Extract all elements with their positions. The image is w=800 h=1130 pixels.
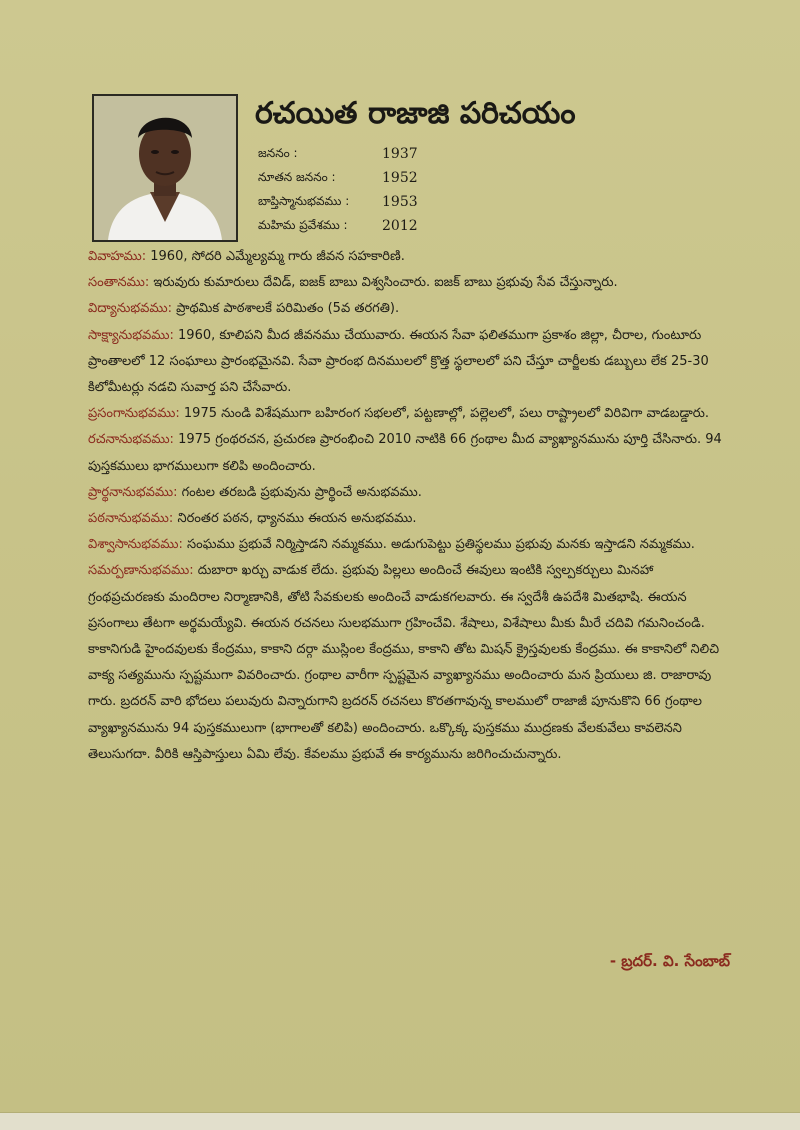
paragraph-label: పఠనానుభవము: bbox=[88, 511, 174, 527]
paragraph-label: ప్రార్థనానుభవము: bbox=[88, 484, 178, 500]
paragraph-children bbox=[88, 270, 733, 296]
fact-label: మహిమ ప్రవేశము : bbox=[258, 217, 348, 232]
paragraph-label: విద్యానుభవము: bbox=[88, 301, 172, 317]
paragraph-label: విశ్వాసానుభవము: bbox=[88, 537, 183, 553]
paragraph-text: దుబారా ఖర్చు వాడుక లేదు. ప్రభువు పిల్లలు అందించే ఈవులు ఇంటికి స్వల్పకర్చులు మినహా గ్రంథప్రచురణకు మందిరాల నిర్మాణానికి, తోటి సేవకులకు అందించే వాడుకగలవారు. ఈ స్వదేశీ ఉపదేశి మితభాషి. ఈయన ప్రసంగాలు తేటగా అర్థమయ్యేవి. ఈయన రచనలు సులభముగా గ్రహించేవి. శేషాలు, విశేషాలు మీకు మీరే చదివి గమనించండి. కాకానిగుడి హైందవులకు కేంద్రము, కాకాని దర్గా ముస్లింల కేంద్రము, కాకాని తోట మిషన్ క్రైస్తవులకు కేంద్రము. ఈ కాకానిలో నిలిచి వాక్య సత్యమును స్పష్టముగా వివరించారు. గ్రంథాల వారీగా స్పష్టమైన వ్యాఖ్యానము అందించారు మన ప్రియులు జి. రాజారావు గారు. బ్రదరన్ వారి భోదలు పలువురు విన్నారుగాని బ్రదరన్ రచనలు కొరతగావున్న కాలములో రాజాజీ పూనుకొని 66 గ్రంథాల వ్యాఖ్యానమును 94 పుస్తకములుగా (భాగాలతో కలిపి) అందించారు. ఒక్కొక్క పుస్తకము ముద్రణకు వేలకువేలు కావలెనని తెలుసుగదా. వీరికి ఆస్తిపాస్తులు ఏమి లేవు. కేవలము ప్రభువే ఈ కార్యమును జరిగించుచున్నారు. bbox=[88, 563, 720, 762]
fact-row-glory-entry bbox=[258, 214, 498, 238]
fact-value: 1953 bbox=[382, 194, 418, 210]
author-portrait-image bbox=[94, 96, 236, 240]
paragraph-preaching bbox=[88, 401, 733, 427]
paragraph-text: ఇరువురు కుమారులు దేవిడ్, ఐజక్ బాబు విశ్వసించారు. ఐజక్ బాబు ప్రభువు సేవ చేస్తున్నారు. bbox=[149, 275, 618, 291]
paragraph-label: సంతానము: bbox=[88, 275, 150, 291]
paragraph-label: వివాహము: bbox=[88, 249, 147, 264]
paragraph-writing bbox=[88, 427, 733, 479]
paragraph-text: గంటల తరబడి ప్రభువును ప్రార్థించే అనుభవము. bbox=[177, 484, 422, 500]
paragraph-label: రచనానుభవము: bbox=[88, 432, 174, 448]
fact-row-baptism bbox=[258, 190, 498, 214]
fact-label: నూతన జననం : bbox=[258, 169, 336, 184]
page-title: రచయిత రాజాజి పరిచయం bbox=[255, 96, 576, 131]
fact-value: 2012 bbox=[382, 218, 418, 234]
paragraph-label: ప్రసంగానుభవము: bbox=[88, 406, 180, 422]
paragraph-text: 1960, సోదరి ఎమ్మేల్యమ్మ గారు జీవన సహకారిణి. bbox=[146, 249, 405, 264]
paragraph-reading bbox=[88, 506, 733, 532]
paragraph-text: 1960, కూలిపని మీద జీవనము చేయువారు. ఈయన సేవా ఫలితముగా ప్రకాశం జిల్లా, చీరాల, గుంటూరు ప్రాంతాలలో 12 సంఘాలు ప్రారంభమైనవి. సేవా ప్రారంభ దినములలో క్రొత్త స్థలాలలో పని చేస్తూ చార్జీలకు డబ్బులు లేక 25-30 కిలోమీటర్లు నడచి సువార్త పని చేసేవారు. bbox=[88, 327, 709, 396]
author-signature: - బ్రదర్. వి. సేంబాబ్ bbox=[609, 952, 730, 970]
page-bottom-edge bbox=[0, 1112, 800, 1130]
paragraph-marriage bbox=[88, 244, 733, 270]
paragraph-text: 1975 గ్రంథరచన, ప్రచురణ ప్రారంభించి 2010 నాటికి 66 గ్రంథాల మీద వ్యాఖ్యానమును పూర్తి చేసినారు. 94 పుస్తకములు భాగములుగా కలిపి అందించారు. bbox=[88, 432, 722, 474]
paragraph-text: ప్రాథమిక పాఠశాలకే పరిమితం (5వ తరగతి). bbox=[171, 301, 400, 317]
fact-value: 1952 bbox=[382, 170, 418, 186]
paragraph-text: 1975 నుండి విశేషముగా బహిరంగ సభలలో, పట్టణాల్లో, పల్లెలలో, పలు రాష్ట్రాలలో విరివిగా వాడబడ్డారు. bbox=[179, 406, 710, 422]
fact-value: 1937 bbox=[382, 146, 418, 162]
fact-label: బాప్తిస్మానుభవము : bbox=[258, 193, 350, 208]
paragraph-prayer bbox=[88, 480, 733, 506]
fact-label: జననం : bbox=[258, 145, 298, 160]
paragraph-text: సంఘము ప్రభువే నిర్మిస్తాడని నమ్మకము. అడుగుపెట్టు ప్రతిస్థలము ప్రభువు మనకు ఇస్తాడని నమ్మకము. bbox=[182, 537, 695, 553]
paragraph-label: సాక్ష్యానుభవము: bbox=[88, 327, 174, 343]
biography-body bbox=[88, 244, 733, 768]
author-photo bbox=[92, 94, 238, 242]
fact-row-new-birth bbox=[258, 166, 498, 190]
paragraph-text: నిరంతర పఠన, ధ్యానము ఈయన అనుభవము. bbox=[173, 511, 417, 527]
paragraph-label: సమర్పణానుభవము: bbox=[88, 563, 194, 579]
paragraph-education bbox=[88, 296, 733, 322]
paragraph-dedication bbox=[88, 558, 733, 768]
author-facts bbox=[258, 142, 498, 238]
fact-row-birth bbox=[258, 142, 498, 166]
paragraph-witness bbox=[88, 323, 733, 402]
paragraph-faith bbox=[88, 532, 733, 558]
